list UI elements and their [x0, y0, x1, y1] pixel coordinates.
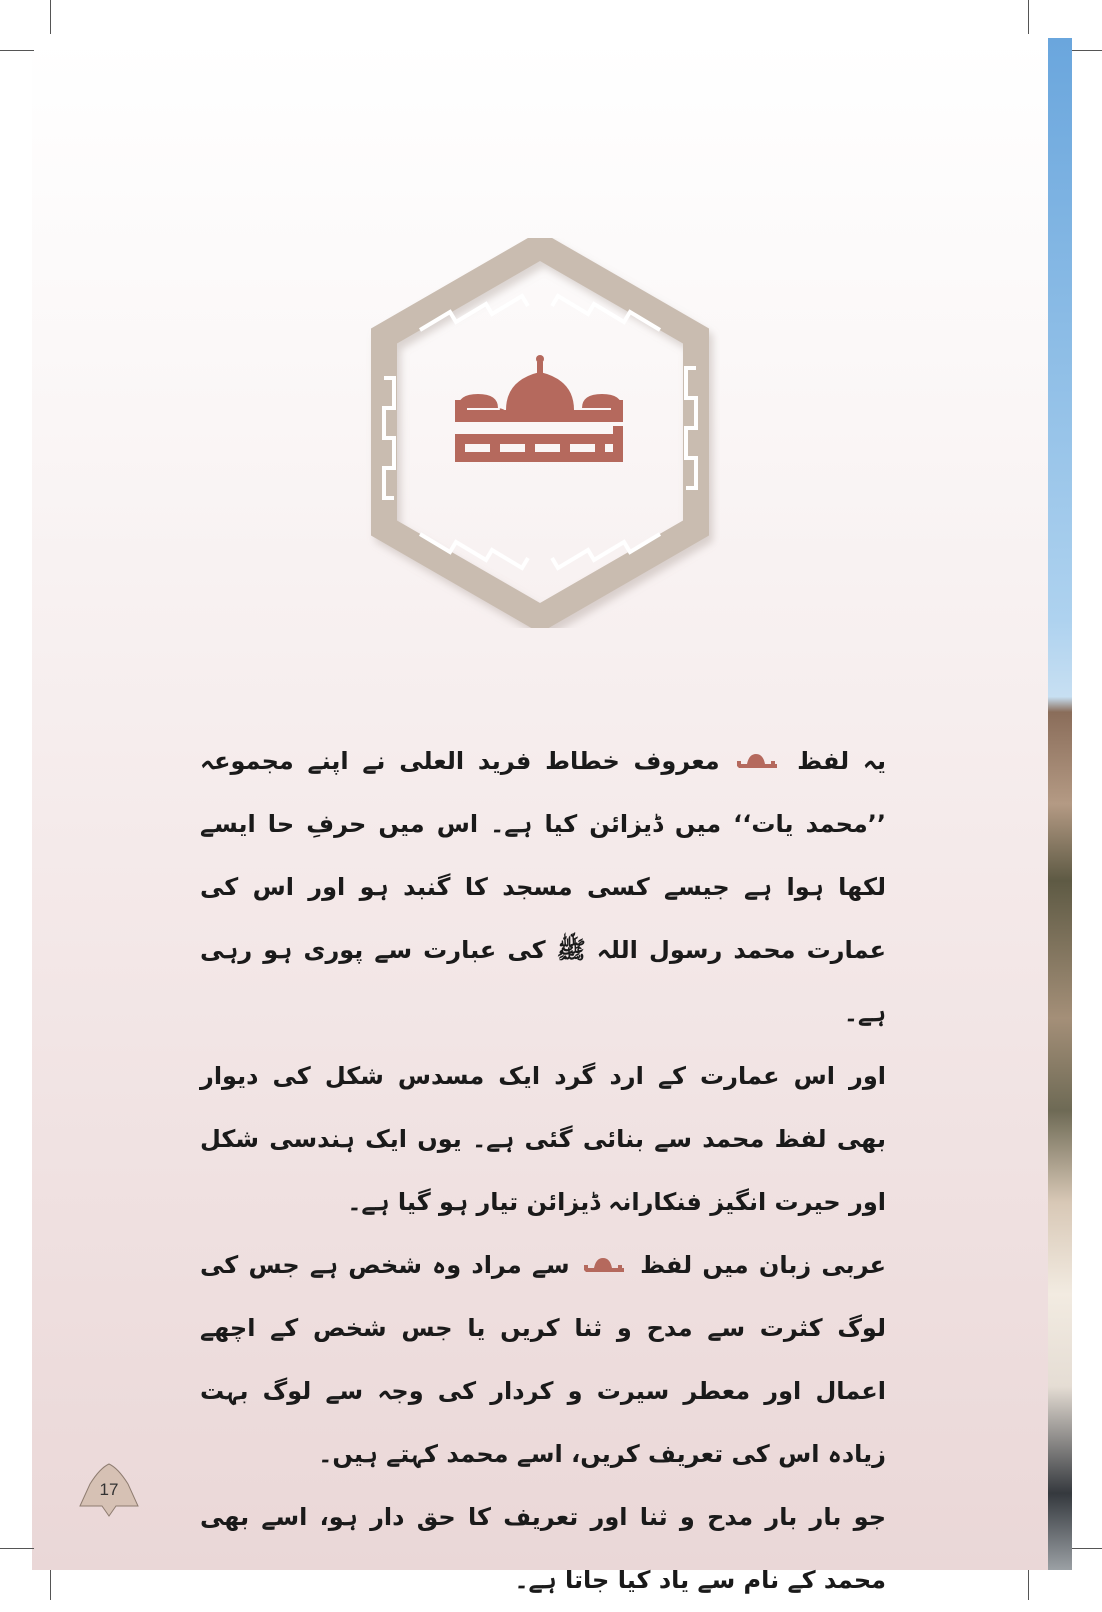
- muhammad-dome-mark-icon: [737, 752, 779, 772]
- calligraphy-emblem: [360, 238, 720, 628]
- paragraph-1: [200, 730, 886, 1045]
- crop-mark: [0, 50, 34, 51]
- paragraph-1-lead: یہ لفظ: [797, 747, 886, 775]
- dome-calligraphy: [455, 355, 623, 462]
- body-text: [200, 730, 886, 1612]
- paragraph-3-lead: عربی زبان میں لفظ: [640, 1251, 887, 1279]
- paragraph-1-body: معروف خطاط فرید العلی نے اپنے مجموعہ ’’محمد یات‘‘ میں ڈیزائن کیا ہے۔ اس میں حرفِ حا ایسے لکھا ہوا ہے جیسے کسی مسجد کا گنبد ہو اور اس کی عمارت محمد رسول اللہ ﷺ کی عبارت سے پوری ہو رہی ہے۔: [200, 747, 886, 1027]
- crop-mark: [1028, 1570, 1029, 1600]
- paragraph-3: [200, 1234, 886, 1486]
- crop-mark: [50, 0, 51, 34]
- crop-mark: [1028, 0, 1029, 34]
- crop-mark: [50, 1570, 51, 1600]
- page-number: 17: [99, 1480, 119, 1499]
- paragraph-4: جو بار بار مدح و ثنا اور تعریف کا حق دار ہو، اسے بھی محمد کے نام سے یاد کیا جاتا ہے۔: [200, 1503, 886, 1594]
- muhammad-dome-mark-icon: [584, 1256, 626, 1276]
- crop-mark: [0, 1548, 34, 1549]
- hexagon-frame: [384, 246, 696, 618]
- hexagon-pattern: [384, 296, 696, 568]
- paragraph-2: اور اس عمارت کے ارد گرد ایک مسدس شکل کی دیوار بھی لفظ محمد سے بنائی گئی ہے۔ یوں ایک ہندسی شکل اور حیرت انگیز فنکارانہ ڈیزائن تیار ہو گیا ہے۔: [200, 1062, 886, 1216]
- cover-edge-photo-strip: [1048, 38, 1072, 1570]
- paragraph-3-body: سے مراد وہ شخص ہے جس کی لوگ کثرت سے مدح و ثنا کریں یا جس شخص کے اچھے اعمال اور معطر سیرت و کردار کی وجہ سے لوگ بہت زیادہ اس کی تعریف کریں، اسے محمد کہتے ہیں۔: [200, 1251, 886, 1468]
